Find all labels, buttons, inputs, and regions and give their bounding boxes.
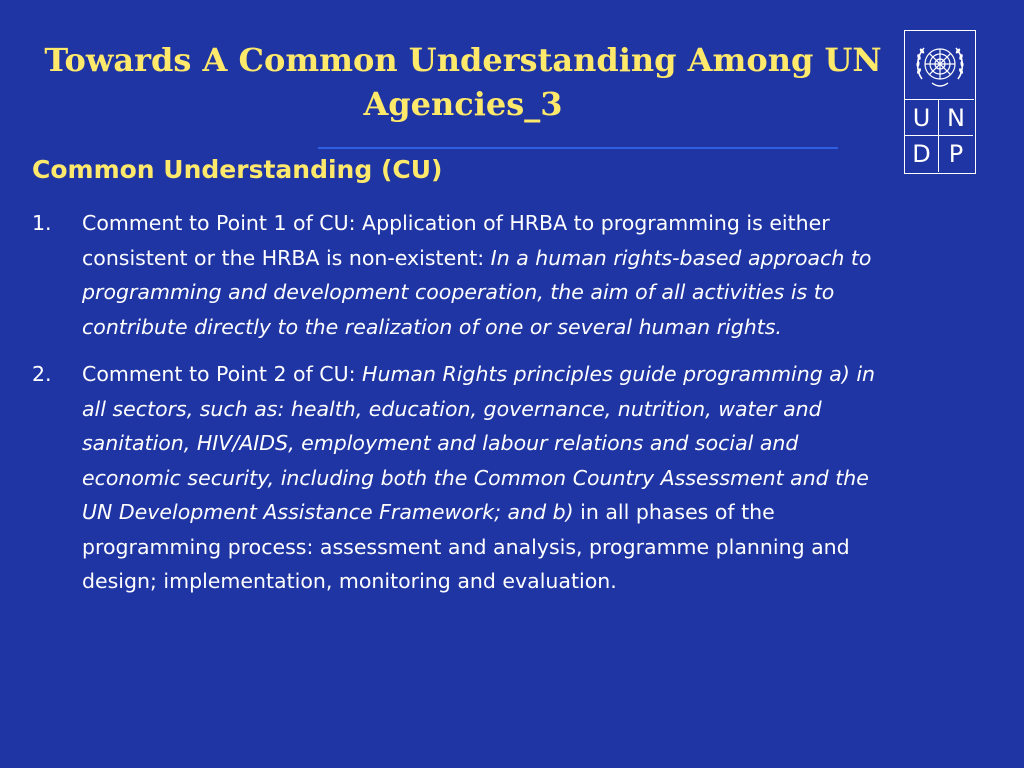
undp-logo: [904, 30, 976, 174]
item-text: Comment to Point 2 of CU:: [82, 362, 363, 386]
logo-letter-d: D: [905, 136, 939, 172]
logo-letter-u: U: [905, 100, 939, 136]
title-underline: [318, 147, 838, 149]
item-number: 1.: [32, 211, 52, 235]
logo-letter-n: N: [939, 100, 973, 136]
un-emblem-icon: [905, 31, 974, 100]
comment-list: [32, 206, 892, 612]
section-heading: Common Understanding (CU): [32, 155, 443, 184]
item-number: 2.: [32, 362, 52, 386]
item-text: Comment to Point 1 of CU: Application of HRBA to programming is either consistent or the HRBA is non-existent:: [82, 211, 830, 270]
slide-title: Towards A Common Understanding Among UN Agencies_3: [44, 41, 882, 123]
logo-letter-p: P: [948, 140, 964, 168]
item-text-end: in all phases of the programming process: assessment and analysis, programme planning and design; implementation, monitoring and evaluation.: [82, 500, 850, 593]
item-italic-text: Human Rights principles guide programming a) in all sectors, such as: health, education, governance, nutrition, water and sanitation, HIV/AIDS, employment and labour relations and social and economic security, including both the Common Country Assessment and the UN Development Assistance Framework; and b): [82, 362, 876, 524]
list-item: [32, 357, 892, 599]
list-item: [32, 206, 892, 344]
item-italic-text: In a human rights-based approach to programming and development cooperation, the aim of all activities is to contribute directly to the realization of one or several human rights.: [82, 245, 872, 339]
